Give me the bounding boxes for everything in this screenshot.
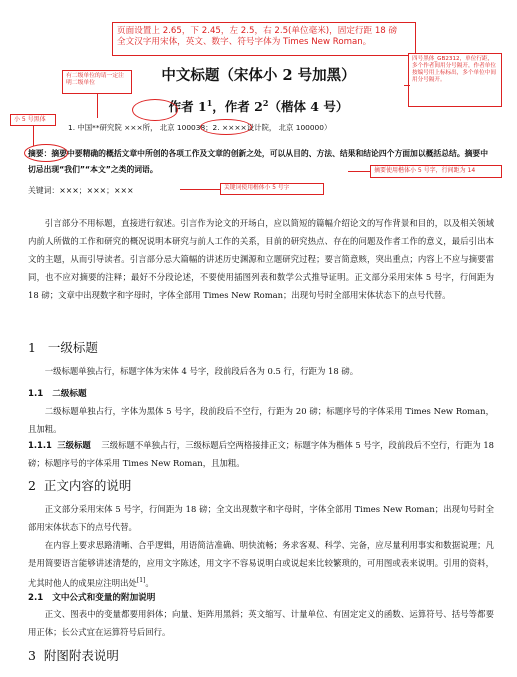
section-1-title: 一级标题 [47, 340, 98, 355]
section-3-num: 3 [28, 648, 36, 663]
section-1-1-paragraph: 二级标题单独占行，字体为黑体 5 号字，段前段后不空行，行距为 20 磅；标题序号的字体采用 Times New Roman，且加粗。 [28, 406, 494, 434]
section-2-paragraph-2-text: 在内容上要求思路清晰、合乎逻辑，用语简洁准确、明快流畅；务求客观、科学、完备，应尽量利用事实和数据说理；凡是用简要语言能够讲述清楚的，应用文字陈述，用文字不容易说明白或说起来比较繁琐的，可用图或表来说明。引用的资料，尤其时他人的成果应注明出处 [28, 540, 494, 588]
level2-unit-note: 有二级单位的请一定注明二级单位 [62, 70, 132, 94]
section-2-1-num: 2.1 [28, 593, 44, 603]
section-3-heading [28, 646, 119, 664]
abstract-highlight-ellipse [24, 144, 68, 162]
section-2-1-heading [28, 591, 155, 603]
section-2-paragraph-2-end: 。 [145, 577, 154, 588]
page-setup-line-2: 全文汉字用宋体，英文、数字、符号字体为 Times New Roman。 [117, 36, 372, 47]
page-setup-note [112, 22, 416, 56]
connector-line-2 [404, 85, 410, 86]
section-1-1-title: 二级标题 [52, 389, 87, 399]
connector-line-4 [348, 171, 370, 172]
title-highlight-ellipse [132, 99, 178, 121]
section-1-1-num: 1.1 [28, 389, 44, 399]
intro-paragraph: 引言部分不用标题，直接进行叙述。引言作为论文的开场白，应以简短的篇幅介绍论文的写作背景和目的，以及相关领域内前人所做的工作和研究的概况说明本研究与前人工作的关系，目前的研究热点、存在的问题及作者工作的意义，最后引出本文的主题，从而引导读者。引言部分忌大篇幅的讲述历史渊源和立题研究过程；要言简意赅，突出重点；内容上不应与摘要雷同，也不应对摘要的注释；最好不分段论述，不要使用插图列表和数学公式推导证明。正文部分采用宋体 5 号字，行间距为 18 磅；文章中出现数字和字母时，字体全部用 Times New Roman；出现句号时全部用宋体状态下的点号代替。 [28, 218, 494, 300]
page-title: 中文标题（宋体小 2 号加黑） [161, 67, 356, 84]
citation-1: [1] [136, 577, 146, 584]
connector-line-1 [97, 94, 98, 118]
section-1-1-1-text: 三级标题不单独占行，三级标题后空两格接排正文；标题字体为楷体 5 号字，段前段后不空行，行距为 18 磅；标题序号的字体采用 Times New Roman，且加粗。 [28, 440, 495, 468]
abstract-text: 摘要中要精确的概括文章中所创的各项工作及文章的创新之处，可以从目的、方法、结果和结论四个方面加以概括总结。摘要中切忌出现“我们”“本文”之类的词语。 [28, 149, 489, 174]
section-2-1-paragraph: 正文、图表中的变量都要用斜体；向量、矩阵用黑斜；英文缩写、计量单位、有固定定义的函数、运算符号、括号等都要用正体；长公式宜在运算符号后回行。 [28, 609, 494, 637]
section-2-paragraph-2 [28, 536, 494, 592]
section-2-1-title: 文中公式和变量的附加说明 [52, 593, 156, 603]
page-setup-line-1: 页面设置上 2.65，下 2.45，左 2.5，右 2.5(单位毫米)，固定行距 18 磅 [117, 26, 398, 36]
author-2: ，作者 2 [212, 99, 263, 114]
author-format-note: 四号黑体_GB2312，单位行距，多个作者间用分号隔开，作者单位按编号用上标标出，多个单位中间用分号隔开。 [408, 53, 502, 107]
author-1: 作者 1 [168, 99, 207, 114]
section-2-paragraph-1: 正文部分采用宋体 5 号字，行间距为 18 磅；全文出现数字和字母时，字体全部用 Times New Roman；出现句号时全部用宋体状态下的点号代替。 [28, 504, 494, 532]
keywords-text: ×××；×××；××× [59, 186, 134, 195]
affiliation: 1. 中国**研究院 ×××所， 北京 100038；2. ××××设计院， 北京 100000） [68, 123, 332, 132]
section-1-1-heading [28, 387, 87, 399]
section-1-heading [28, 338, 98, 356]
section-3-title: 附图附表说明 [43, 648, 119, 663]
connector-line-3 [33, 126, 34, 146]
abstract-label: 摘要： [28, 149, 52, 158]
affiliation-highlight-ellipse [200, 119, 252, 135]
section-1-paragraph: 一级标题单独占行，标题字体为宋体 4 号字，段前段后各为 0.5 行，行距为 18 磅。 [44, 366, 359, 376]
section-2-num: 2 [28, 478, 36, 493]
section-1-1-1-paragraph [28, 436, 494, 472]
author-font-note: （楷体 4 号） [268, 99, 349, 114]
section-1-num: 1 [28, 340, 36, 355]
keywords-line [28, 185, 134, 196]
abstract-note: 摘要使用楷体小 5 号字，行间距为 14 [370, 165, 502, 178]
authors-line [0, 97, 517, 115]
section-1-1-1-title: 三级标题 [57, 440, 91, 450]
keywords-note: 关键词使用楷体小 5 号字 [220, 183, 324, 195]
section-2-heading [28, 476, 131, 494]
author-2-sup: 2 [262, 97, 269, 108]
keywords-label: 关键词： [28, 186, 60, 195]
connector-line-5 [180, 189, 220, 190]
xiao5-note: 小 5 号黑体 [10, 114, 56, 126]
author-1-sup: 1 [206, 97, 213, 108]
section-1-1-1-num: 1.1.1 [28, 440, 52, 450]
section-2-title: 正文内容的说明 [43, 478, 132, 493]
